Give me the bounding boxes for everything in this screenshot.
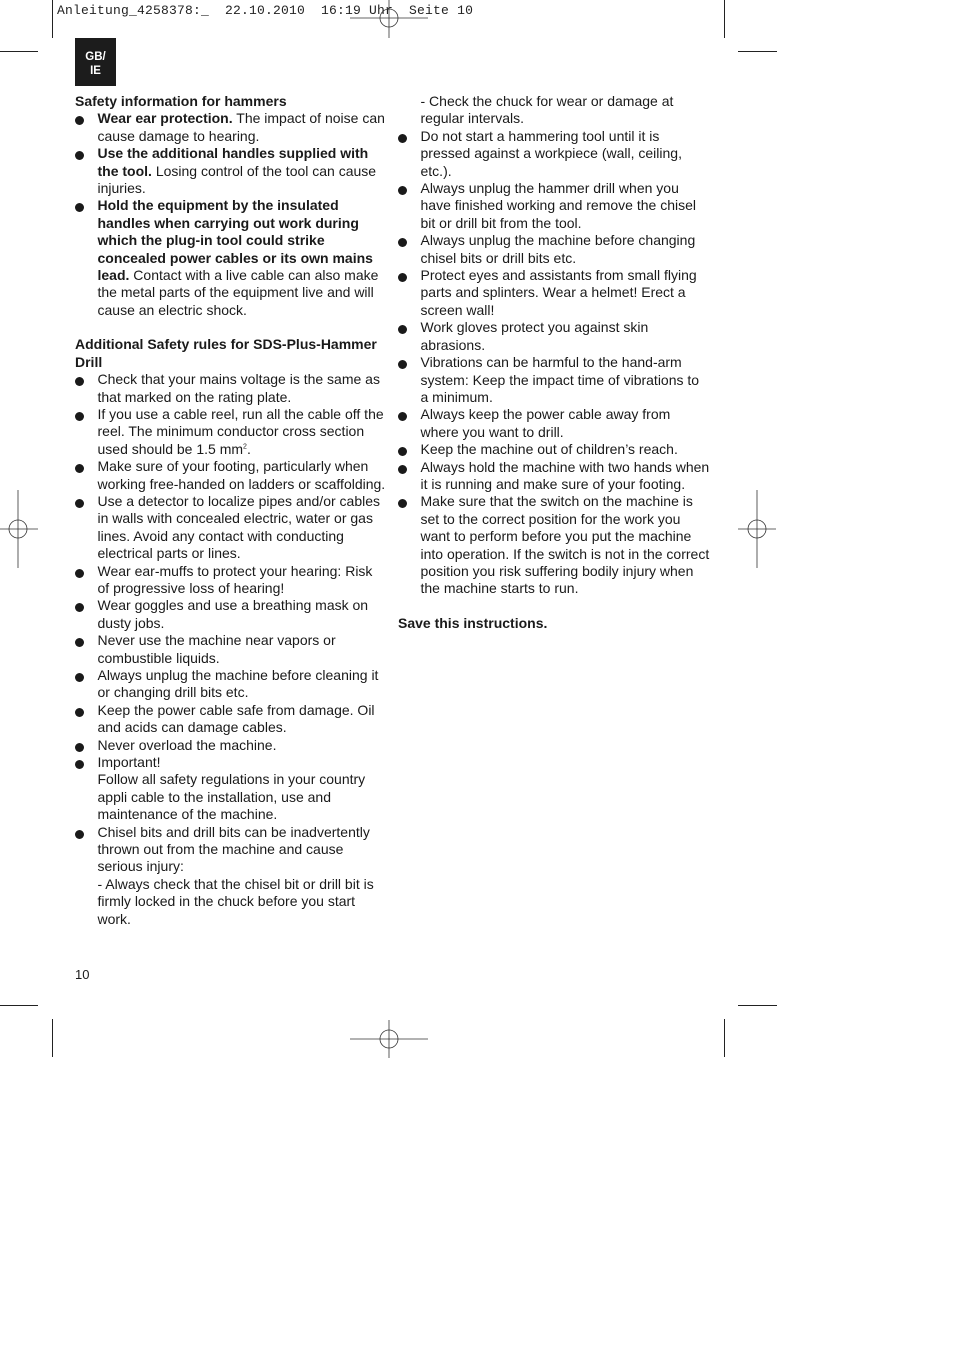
item-bold: Hold the equipment by the insulated handles when carrying out work during which the plug-in tool could strike concealed power cables or its own mains lead.: [97, 197, 373, 284]
item-text: - Always check that the chisel bit or drill bit is firmly locked in the chuck before you start work.: [97, 875, 374, 927]
list-item: Always unplug the hammer drill when you have finished working and remove the chisel bit or drill bit from the tool.: [398, 180, 710, 232]
list-item: Never overload the machine.: [75, 737, 387, 754]
crop-mark: [0, 51, 38, 52]
item-text-end: .: [246, 440, 251, 457]
list-item: Use a detector to localize pipes and/or cables in walls with concealed electric, water or gas lines. Avoid any contact with conducting electrical parts or lines.: [75, 493, 387, 563]
list-item: [75, 145, 387, 197]
crop-mark: [0, 1005, 38, 1006]
list-item: Keep the machine out of children’s reach.: [398, 441, 710, 458]
sds-safety-list-continued: [398, 93, 710, 598]
list-item: Check that your mains voltage is the same as that marked on the rating plate.: [75, 371, 387, 406]
item-text: Losing control of the tool can cause injuries.: [97, 162, 377, 197]
crop-mark: [52, 0, 53, 38]
language-tab: [75, 38, 116, 86]
left-column: [75, 93, 387, 928]
list-item: Work gloves protect you against skin abrasions.: [398, 319, 710, 354]
crop-mark: [738, 1005, 777, 1006]
list-item: Always keep the power cable away from where you want to drill.: [398, 406, 710, 441]
list-item: [75, 110, 387, 145]
item-bold: Wear ear protection.: [97, 110, 233, 127]
item-text: Contact with a live cable can also make the metal parts of the equipment live and will cause an electric shock.: [97, 267, 379, 318]
language-tab-line1: GB/: [85, 51, 106, 63]
list-item: Vibrations can be harmful to the hand-arm system: Keep the impact time of vibrations to a minimum.: [398, 354, 710, 406]
item-text: Chisel bits and drill bits can be inadvertently thrown out from the machine and cause serious injury:: [97, 823, 370, 875]
list-item: [75, 824, 387, 928]
list-item: Do not start a hammering tool until it is pressed against a workpiece (wall, ceiling, etc.).: [398, 128, 710, 180]
list-item: Always unplug the machine before cleaning it or changing drill bits etc.: [75, 667, 387, 702]
list-item-continuation: - Check the chuck for wear or damage at regular intervals.: [420, 93, 674, 127]
list-item: Keep the power cable safe from damage. Oil and acids can damage cables.: [75, 702, 387, 737]
item-text: Follow all safety regulations in your country appli cable to the installation, use and maintenance of the machine.: [97, 771, 366, 823]
item-text: The impact of noise can cause damage to hearing.: [97, 110, 385, 144]
list-item: Never use the machine near vapors or combustible liquids.: [75, 632, 387, 667]
item-bold: Use the additional handles supplied with the tool.: [97, 145, 369, 179]
sds-safety-list: [75, 371, 387, 928]
list-item: Make sure of your footing, particularly when working free-handed on ladders or scaffolding.: [75, 458, 387, 493]
list-item: Wear ear-muffs to protect your hearing: Risk of progressive loss of hearing!: [75, 563, 387, 598]
section-heading-sds-plus: Additional Safety rules for SDS-Plus-Hammer Drill: [75, 336, 377, 370]
list-item: Make sure that the switch on the machine is set to the correct position for the work you want to perform before you put the machine into operation. If the switch is not in the correct position you risk suffering bodily injury when the machine starts to run.: [398, 493, 710, 597]
registration-mark-top: [350, 0, 428, 40]
registration-mark-right: [738, 490, 778, 568]
registration-mark-bottom: [350, 1020, 428, 1060]
item-text: Important!: [97, 754, 161, 771]
printer-slug: Anleitung_4258378:_ 22.10.2010 16:19 Uhr Seite 10: [57, 3, 474, 18]
section-heading-hammers: Safety information for hammers: [75, 93, 287, 109]
crop-mark: [724, 1019, 725, 1057]
crop-mark: [52, 1019, 53, 1057]
list-item: [75, 754, 387, 824]
language-tab-line2: IE: [90, 65, 101, 77]
item-text: If you use a cable reel, run all the cable off the reel. The minimum conductor cross section used should be 1.5 mm: [97, 405, 384, 457]
right-column: [398, 93, 710, 632]
crop-mark: [724, 0, 725, 38]
list-item: [75, 197, 387, 319]
list-item: Always unplug the machine before changing chisel bits or drill bits etc.: [398, 232, 710, 267]
crop-mark: [738, 51, 777, 52]
list-item: [75, 406, 387, 458]
page-number: 10: [75, 967, 90, 982]
registration-mark-left: [0, 490, 40, 568]
list-item: Always hold the machine with two hands when it is running and make sure of your footing.: [398, 459, 710, 494]
list-item: Protect eyes and assistants from small flying parts and splinters. Wear a helmet! Erect a screen wall!: [398, 267, 710, 319]
closing-note: Save this instructions.: [398, 614, 548, 631]
list-item: Wear goggles and use a breathing mask on dusty jobs.: [75, 597, 387, 632]
item-superscript: 2: [243, 443, 247, 451]
hammer-safety-list: [75, 110, 387, 319]
